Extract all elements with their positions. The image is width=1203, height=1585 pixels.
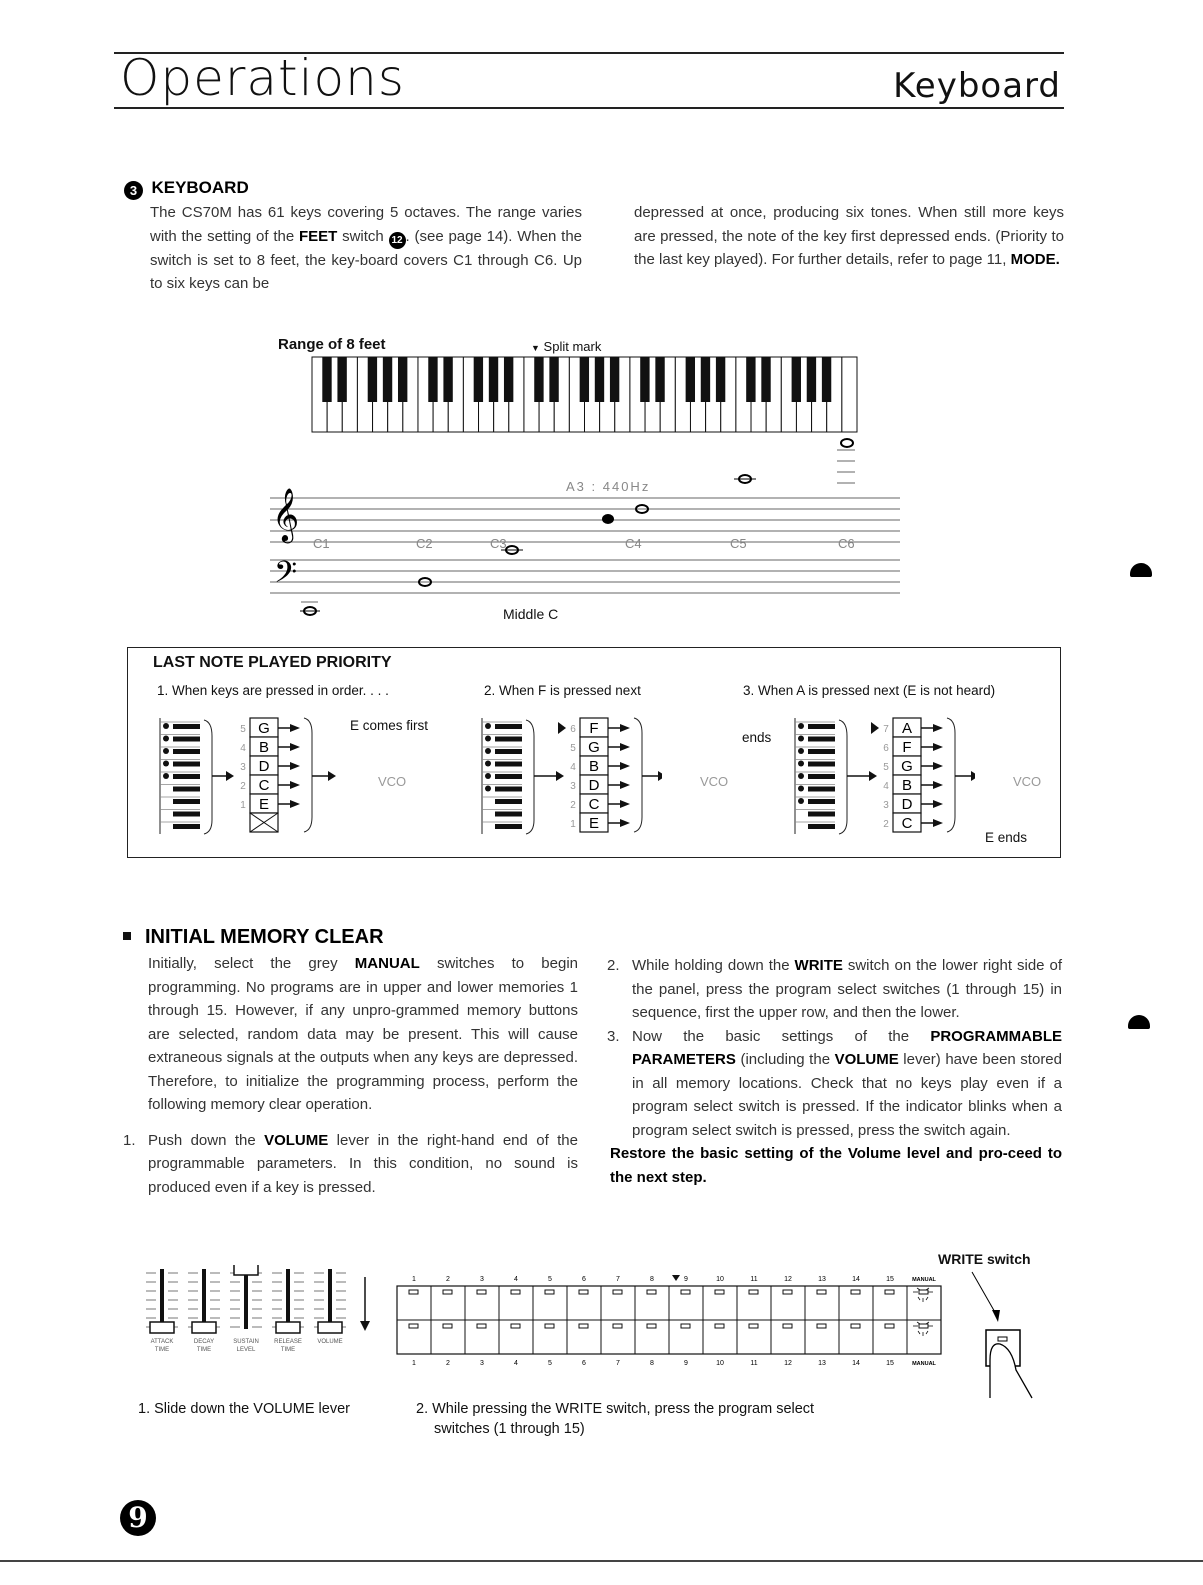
note-letter: B — [901, 777, 913, 794]
keyboard-paragraph-right — [634, 201, 1064, 272]
switch-number-bottom: 12 — [784, 1360, 792, 1367]
slider-track — [328, 1269, 332, 1329]
black-key — [746, 357, 755, 402]
music-staff — [260, 430, 900, 630]
black-key — [549, 357, 558, 402]
order-number: 4 — [883, 781, 889, 792]
arrow-icon — [869, 771, 877, 781]
note-letter: B — [588, 758, 600, 775]
bass-clef-icon: 𝄢 — [274, 556, 298, 597]
slider-handle — [276, 1322, 300, 1333]
switch-number-top: 11 — [750, 1276, 758, 1283]
pressed-key-dot — [485, 723, 491, 729]
pressed-key-dot — [485, 761, 491, 767]
priority-diagram-svg — [150, 716, 350, 851]
section-title: Keyboard — [893, 66, 1061, 106]
mini-black-key — [808, 762, 835, 767]
note-letter: E — [258, 796, 270, 813]
arrow-icon — [933, 819, 943, 827]
split-mark — [531, 339, 601, 356]
e-ends-note: E ends — [985, 830, 1028, 845]
pressed-key-dot — [163, 748, 169, 754]
memory-step-2 — [607, 954, 1062, 1025]
note-c6 — [841, 439, 853, 447]
switch-number-bottom: 11 — [750, 1360, 758, 1367]
mini-black-key — [173, 749, 200, 754]
black-key — [610, 357, 619, 402]
switch-number-bottom: 2 — [446, 1360, 450, 1367]
keyboard-heading-text: KEYBOARD — [151, 178, 249, 197]
note-letter: F — [589, 720, 599, 737]
pressed-key-dot — [485, 786, 491, 792]
black-key — [580, 357, 589, 402]
memory-heading — [123, 926, 384, 950]
pressed-key-dot — [485, 773, 491, 779]
bracket — [634, 718, 642, 832]
order-number: 5 — [883, 762, 889, 773]
memory-heading-text: INITIAL MEMORY CLEAR — [145, 926, 384, 948]
mini-black-key — [495, 774, 522, 779]
note-label-c2: C2 — [416, 536, 433, 551]
arrow-icon — [620, 800, 630, 808]
pressed-key-dot — [798, 786, 804, 792]
text-span: varies with the setting of the — [150, 204, 582, 245]
switch-number-top: 5 — [548, 1276, 552, 1283]
mini-black-key — [173, 724, 200, 729]
priority-diagram-3 — [775, 716, 975, 856]
slider-track — [244, 1269, 248, 1329]
pressed-key-dot — [163, 723, 169, 729]
text-span: lever) have been stored in all memory locations. Check that no keys play even if a program select switch is pressed. If the indicator blinks when a program select switch is pressed, press the switch again. — [632, 1051, 1062, 1139]
new-note-marker-icon — [558, 722, 566, 734]
black-key — [595, 357, 604, 402]
black-key — [337, 357, 346, 402]
note-letter: G — [901, 758, 913, 775]
mini-black-key — [808, 749, 835, 754]
slider-label: RELEASE — [274, 1339, 302, 1345]
arrow-icon — [658, 771, 662, 781]
black-key — [443, 357, 452, 402]
header-rule-bottom — [114, 107, 1064, 109]
mini-black-key — [495, 799, 522, 804]
slider-label: TIME — [196, 1347, 212, 1353]
mini-black-key — [808, 724, 835, 729]
bottom-rule — [0, 1560, 1203, 1562]
switch-number-top: 4 — [514, 1276, 518, 1283]
note-label-c1: C1 — [313, 536, 330, 551]
note-label-c3: C3 — [490, 536, 507, 551]
arrow-icon — [933, 800, 943, 808]
order-number: 2 — [570, 800, 576, 811]
pressed-key-dot — [798, 723, 804, 729]
order-number: 3 — [570, 781, 576, 792]
write-switch-figure — [960, 1270, 1040, 1400]
slider-track — [160, 1269, 164, 1329]
mini-black-key — [173, 787, 200, 792]
order-number: 1 — [570, 819, 576, 830]
note-letter: C — [258, 777, 270, 794]
a3-frequency-label: A3 : 440Hz — [566, 479, 651, 494]
mini-black-key — [173, 799, 200, 804]
priority-step3-label: 3. When A is pressed next (E is not heard) — [743, 683, 996, 698]
vco-label-2: VCO — [700, 774, 729, 789]
text-span: depressed at once, producing six tones. When still more keys are pressed, the note of the key first depressed ends. (Priority to the last key played). For further details, refer to page 11, — [634, 204, 1064, 268]
switch-number-bottom: 7 — [616, 1360, 620, 1367]
mini-black-key — [808, 824, 835, 829]
switch-number-top: 13 — [818, 1276, 826, 1283]
mini-black-key — [173, 774, 200, 779]
slider-label: TIME — [154, 1347, 170, 1353]
pressed-key-dot — [163, 773, 169, 779]
text-span: Push down the — [148, 1131, 265, 1149]
mini-black-key — [808, 774, 835, 779]
slider-label: ATTACK — [150, 1339, 174, 1345]
priority-diagram-svg — [462, 716, 662, 851]
switch-number-bottom: 14 — [852, 1360, 860, 1367]
arrow-icon — [933, 743, 943, 751]
arrow-icon — [620, 762, 630, 770]
section-number-badge: 3 — [124, 181, 143, 200]
note-label-c5: C5 — [730, 536, 747, 551]
pressed-key-dot — [798, 761, 804, 767]
note-split — [602, 514, 614, 524]
pressed-key-dot — [798, 773, 804, 779]
keyboard-heading — [124, 178, 249, 200]
switch-number-top: 10 — [716, 1276, 724, 1283]
memory-step-3 — [607, 1025, 1062, 1143]
page-number-badge: 9 — [120, 1500, 156, 1536]
switch-number-top: 7 — [616, 1276, 620, 1283]
programmable-bold: PROGRAMMABLE PARAMETERS — [632, 1027, 1062, 1068]
note-letter: D — [901, 796, 913, 813]
switch-number-top: 6 — [582, 1276, 586, 1283]
mini-black-key — [173, 762, 200, 767]
arrow-icon — [933, 781, 943, 789]
split-mark-icon: ▼ — [531, 343, 540, 353]
text-span: While holding down the — [632, 957, 795, 974]
switch-number-top: 3 — [480, 1276, 484, 1283]
switch-number-bottom: 3 — [480, 1360, 484, 1367]
black-key — [398, 357, 407, 402]
text-span: The CS70M has 61 keys covering 5 octaves. The range — [150, 204, 537, 221]
order-number: 1 — [240, 800, 246, 811]
priority-diagram-svg — [775, 716, 975, 851]
caption-slide-down: 1. Slide down the VOLUME lever — [138, 1401, 350, 1417]
caption-write-line2: switches (1 through 15) — [434, 1421, 585, 1437]
mini-black-key — [173, 824, 200, 829]
note-letter: G — [588, 739, 600, 756]
switch-number-bottom: 15 — [886, 1360, 894, 1367]
order-number: 3 — [883, 800, 889, 811]
mini-black-key — [808, 799, 835, 804]
text-span: . (see page 14). When the switch is set to 8 feet, the key-board covers C1 through C6. Up to six keys can be — [150, 227, 583, 292]
arrow-icon — [226, 771, 234, 781]
note-letter: E — [588, 815, 600, 832]
step-number: 2. — [607, 957, 620, 974]
text-span: (including the — [735, 1051, 835, 1068]
switch-number-bottom: 5 — [548, 1360, 552, 1367]
text-span: switches to begin programming. No programs are in upper and lower memories 1 through 15. However, if any unpro-grammed memory buttons are selected, random data may be present. This will cause extraneous signals at the outputs when any keys are depressed. Therefore, to initialize the programming process, perform the following memory clear operation. — [148, 955, 578, 1113]
bracket — [526, 720, 534, 834]
step-number: 3. — [607, 1027, 620, 1045]
arrow-icon — [556, 771, 564, 781]
program-select-switches — [395, 1270, 945, 1375]
feet-bold: FEET — [298, 227, 338, 245]
vco-label-3: VCO — [1013, 774, 1042, 789]
mini-black-key — [173, 737, 200, 742]
slider-label: TIME — [280, 1347, 296, 1353]
mini-black-key — [495, 762, 522, 767]
mini-black-key — [808, 737, 835, 742]
black-key — [322, 357, 331, 402]
envelope-sliders — [140, 1265, 380, 1360]
page-title: Operations — [120, 49, 405, 107]
mini-black-key — [495, 812, 522, 817]
pressed-key-dot — [798, 748, 804, 754]
text-span: Now the basic settings of the — [632, 1027, 931, 1045]
arrow-icon — [290, 762, 300, 770]
switch-number-bottom: 6 — [582, 1360, 586, 1367]
slider-label: DECAY — [193, 1339, 215, 1345]
pressed-key-dot — [163, 761, 169, 767]
piano-keyboard — [310, 355, 860, 435]
binder-mark-icon — [1130, 563, 1152, 577]
mini-black-key — [173, 812, 200, 817]
arrow-icon — [290, 743, 300, 751]
black-key — [640, 357, 649, 402]
arrow-icon — [992, 1310, 1000, 1322]
arrow-icon — [620, 819, 630, 827]
slider-handle — [192, 1322, 216, 1333]
step-number: 1. — [123, 1131, 136, 1149]
order-number: 3 — [240, 762, 246, 773]
range-label: Range of 8 feet — [278, 336, 386, 353]
keyboard-paragraph-left — [150, 201, 582, 296]
order-number: 5 — [240, 724, 246, 735]
pressed-key-dot — [485, 736, 491, 742]
note-letter: F — [902, 739, 912, 756]
order-number: 6 — [883, 743, 889, 754]
note-label-c4: C4 — [625, 536, 642, 551]
black-key — [686, 357, 695, 402]
memory-left-column — [123, 952, 578, 1199]
text-span: switch — [337, 227, 389, 245]
middle-c-label: Middle C — [503, 606, 559, 622]
black-key — [368, 357, 377, 402]
vco-label-1: VCO — [378, 774, 407, 789]
note-letter: C — [901, 815, 913, 832]
order-number: 2 — [883, 819, 889, 830]
pressed-key-dot — [485, 748, 491, 754]
note-label-c6: C6 — [838, 536, 855, 551]
binder-mark-icon — [1128, 1015, 1150, 1029]
volume-bold: VOLUME — [834, 1051, 899, 1068]
switch-number-bottom: 8 — [650, 1360, 654, 1367]
bracket — [839, 720, 847, 834]
write-switch-label: WRITE switch — [938, 1251, 1031, 1267]
bracket — [304, 718, 312, 832]
split-mark-icon — [672, 1275, 680, 1281]
mode-bold: MODE. — [1010, 251, 1060, 268]
switch-number-top: 2 — [446, 1276, 450, 1283]
slider-handle — [234, 1265, 258, 1275]
new-note-marker-icon — [871, 722, 879, 734]
memory-right-column — [607, 954, 1062, 1189]
down-arrow-icon — [360, 1321, 370, 1331]
arrow-icon — [290, 781, 300, 789]
black-key — [807, 357, 816, 402]
arrow-icon — [933, 724, 943, 732]
order-number: 4 — [240, 743, 246, 754]
note-letter: C — [588, 796, 600, 813]
e-comes-first-note: E comes first — [350, 718, 429, 733]
slider-label: LEVEL — [236, 1347, 256, 1353]
slider-track — [202, 1269, 206, 1329]
mini-black-key — [495, 787, 522, 792]
bracket — [947, 718, 955, 832]
order-number: 4 — [570, 762, 576, 773]
switch-number-bottom: 10 — [716, 1360, 724, 1367]
switch-number-bottom: 4 — [514, 1360, 518, 1367]
switch-number-top: 15 — [886, 1276, 894, 1283]
caption-write-line1: 2. While pressing the WRITE switch, press the program select — [416, 1401, 815, 1417]
black-key — [383, 357, 392, 402]
text-span: Initially, select the grey — [148, 955, 355, 972]
treble-clef-icon: 𝄞 — [272, 487, 300, 541]
switch-number-bottom: 13 — [818, 1360, 826, 1367]
switch-number-top: 12 — [784, 1276, 792, 1283]
switch-number-bottom: 9 — [684, 1360, 688, 1367]
slider-label: VOLUME — [317, 1339, 343, 1345]
priority-diagram-2 — [462, 716, 662, 856]
order-number: 5 — [570, 743, 576, 754]
mini-black-key — [808, 812, 835, 817]
note-letter: A — [901, 720, 913, 737]
black-key — [716, 357, 725, 402]
black-key — [428, 357, 437, 402]
order-number: 7 — [883, 724, 889, 735]
arrow-icon — [328, 771, 336, 781]
pressed-key-dot — [163, 736, 169, 742]
black-key — [822, 357, 831, 402]
black-key — [534, 357, 543, 402]
text-span: switch on the lower right side of the panel, press the program select switches (1 through 15) in sequence, first the upper row, and then the lower. — [632, 957, 1063, 1021]
arrow-icon — [933, 762, 943, 770]
bracket — [204, 720, 212, 834]
arrow-icon — [620, 724, 630, 732]
mini-black-key — [495, 749, 522, 754]
mini-black-key — [495, 824, 522, 829]
pressed-key-dot — [798, 736, 804, 742]
switch-number-top: 9 — [684, 1276, 688, 1283]
black-key — [761, 357, 770, 402]
bullet-square-icon — [123, 932, 131, 940]
priority-step2-label: 2. When F is pressed next — [484, 683, 641, 698]
note-letter: D — [258, 758, 270, 775]
text-span: lever in the right-hand end of the programmable parameters. In this condition, no sound is produced even if a key is pressed. — [148, 1131, 578, 1196]
arrow-icon — [971, 771, 975, 781]
arrow-icon — [290, 800, 300, 808]
priority-title: LAST NOTE PLAYED PRIORITY — [153, 654, 392, 671]
switch-number-top: MANUAL — [912, 1277, 936, 1283]
memory-step-1 — [123, 1129, 578, 1200]
arrow-icon — [620, 743, 630, 751]
switch-number-bottom: MANUAL — [912, 1361, 936, 1367]
order-number: 2 — [240, 781, 246, 792]
memory-intro — [123, 952, 578, 1117]
mini-black-key — [495, 737, 522, 742]
ends-label: ends — [742, 730, 772, 745]
mini-black-key — [495, 724, 522, 729]
note-letter: B — [258, 739, 270, 756]
black-key — [474, 357, 483, 402]
restore-instruction: Restore the basic setting of the Volume level and pro-ceed to the next step. — [610, 1145, 1062, 1186]
note-letter: D — [588, 777, 600, 794]
volume-bold: VOLUME — [264, 1131, 329, 1149]
slider-label: SUSTAIN — [233, 1339, 259, 1345]
priority-diagram-1 — [150, 716, 350, 856]
order-number: 6 — [570, 724, 576, 735]
arrow-icon — [620, 781, 630, 789]
note-letter: G — [258, 720, 270, 737]
slider-handle — [318, 1322, 342, 1333]
switch-number-top: 14 — [852, 1276, 860, 1283]
priority-step1-label: 1. When keys are pressed in order. . . . — [157, 683, 389, 698]
mini-black-key — [808, 787, 835, 792]
slider-track — [286, 1269, 290, 1329]
black-key — [792, 357, 801, 402]
arrow-icon — [290, 724, 300, 732]
switch-number-bottom: 1 — [412, 1360, 416, 1367]
pressed-key-dot — [798, 798, 804, 804]
white-key — [842, 357, 857, 432]
black-key — [701, 357, 710, 402]
switch-number-badge: 12 — [389, 232, 406, 249]
switch-number-top: 1 — [412, 1276, 416, 1283]
write-bold: WRITE — [794, 957, 843, 974]
manual-bold: MANUAL — [354, 955, 420, 972]
split-label: Split mark — [543, 339, 602, 354]
black-key — [655, 357, 664, 402]
slider-handle — [150, 1322, 174, 1333]
black-key — [489, 357, 498, 402]
switch-number-top: 8 — [650, 1276, 654, 1283]
black-key — [504, 357, 513, 402]
